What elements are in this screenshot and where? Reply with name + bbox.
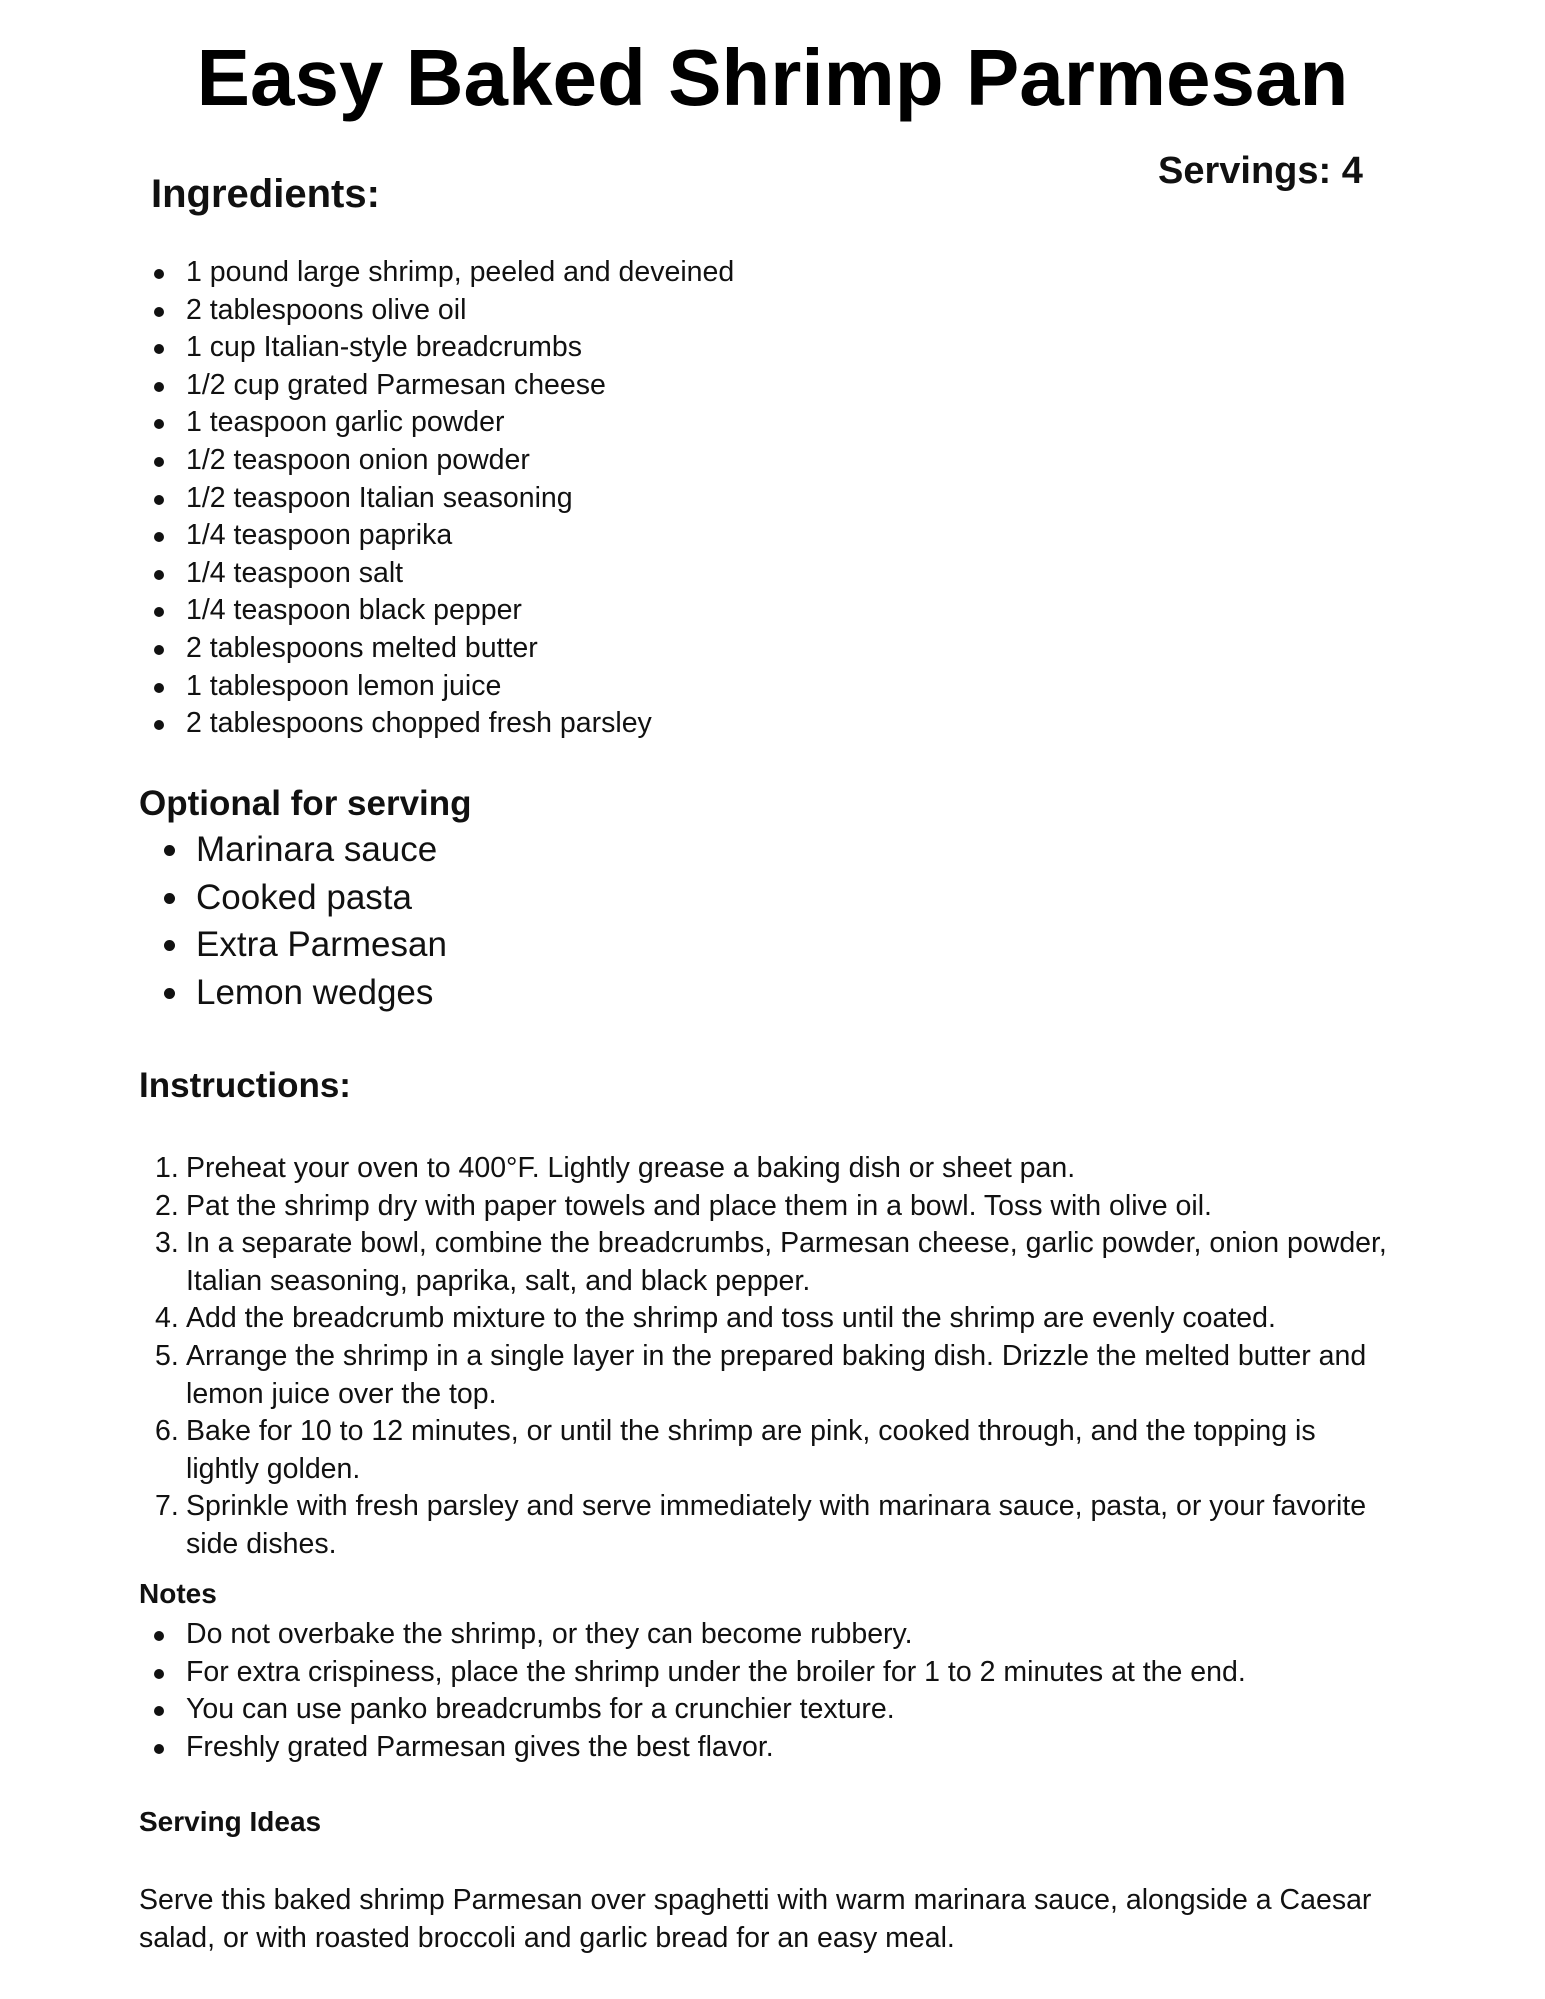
ingredient-item: 1 pound large shrimp, peeled and deveined [150, 254, 734, 292]
note-item: Freshly grated Parmesan gives the best flavor. [150, 1729, 1246, 1767]
step-number: 1. [155, 1152, 179, 1184]
instruction-step [155, 1188, 1390, 1226]
serving-ideas-text: Serve this baked shrimp Parmesan over spaghetti with warm marinara sauce, alongside a Caesar salad, or with roasted broccoli and garlic bread for an easy meal. [139, 1884, 1372, 1954]
optional-list [160, 826, 447, 1016]
step-text: In a separate bowl, combine the breadcrumbs, Parmesan cheese, garlic powder, onion powder, Italian seasoning, paprika, salt, and black pepper. [186, 1227, 1387, 1297]
optional-item: Cooked pasta [160, 874, 447, 922]
step-number: 7. [155, 1490, 179, 1523]
step-number: 5. [155, 1339, 179, 1372]
ingredient-item: 1/2 teaspoon Italian seasoning [150, 480, 734, 518]
ingredient-item: 1/2 cup grated Parmesan cheese [150, 367, 734, 405]
ingredient-item: 2 tablespoons chopped fresh parsley [150, 705, 734, 743]
step-text: Sprinkle with fresh parsley and serve immediately with marinara sauce, pasta, or your favorite side dishes. [186, 1490, 1367, 1560]
note-item: You can use panko breadcrumbs for a crunchier texture. [150, 1691, 1246, 1729]
ingredient-item: 1 tablespoon lemon juice [150, 668, 734, 706]
serving-ideas-heading: Serving Ideas [139, 1806, 322, 1837]
page-title: Easy Baked Shrimp Parmesan [196, 33, 1349, 122]
instruction-step [155, 1150, 1390, 1188]
ingredient-item: 1 cup Italian-style breadcrumbs [150, 329, 734, 367]
ingredient-item: 1/4 teaspoon paprika [150, 517, 734, 555]
note-item: Do not overbake the shrimp, or they can become rubbery. [150, 1616, 1246, 1654]
optional-item: Extra Parmesan [160, 921, 447, 969]
ingredients-list [150, 254, 734, 743]
step-text: Bake for 10 to 12 minutes, or until the shrimp are pink, cooked through, and the topping is lightly golden. [186, 1415, 1316, 1485]
notes-heading: Notes [139, 1578, 217, 1609]
instruction-step [155, 1300, 1390, 1338]
ingredient-item: 1/4 teaspoon black pepper [150, 592, 734, 630]
optional-item: Marinara sauce [160, 826, 447, 874]
ingredient-item: 1/4 teaspoon salt [150, 555, 734, 593]
ingredient-item: 2 tablespoons olive oil [150, 292, 734, 330]
instruction-step [155, 1488, 1390, 1563]
step-text: Preheat your oven to 400°F. Lightly grease a baking dish or sheet pan. [186, 1152, 1076, 1184]
notes-list [150, 1616, 1246, 1766]
step-number: 6. [155, 1415, 179, 1448]
optional-item: Lemon wedges [160, 969, 447, 1017]
step-text: Arrange the shrimp in a single layer in the prepared baking dish. Drizzle the melted butter and lemon juice over the top. [186, 1339, 1367, 1410]
ingredients-heading: Ingredients: [151, 172, 380, 216]
optional-heading: Optional for serving [139, 784, 472, 823]
ingredient-item: 2 tablespoons melted butter [150, 630, 734, 668]
instructions-list [155, 1150, 1390, 1564]
instruction-step [155, 1225, 1390, 1300]
ingredient-item: 1/2 teaspoon onion powder [150, 442, 734, 480]
step-number: 3. [155, 1227, 179, 1260]
instruction-step [155, 1338, 1390, 1413]
step-text: Pat the shrimp dry with paper towels and place them in a bowl. Toss with olive oil. [186, 1189, 1212, 1222]
instruction-step [155, 1413, 1390, 1488]
note-item: For extra crispiness, place the shrimp under the broiler for 1 to 2 minutes at the end. [150, 1654, 1246, 1692]
servings-label: Servings: 4 [1158, 150, 1363, 192]
step-number: 2. [155, 1189, 179, 1222]
step-text: Add the breadcrumb mixture to the shrimp and toss until the shrimp are evenly coated. [186, 1302, 1276, 1335]
ingredient-item: 1 teaspoon garlic powder [150, 404, 734, 442]
step-number: 4. [155, 1302, 179, 1335]
instructions-heading: Instructions: [139, 1066, 351, 1105]
